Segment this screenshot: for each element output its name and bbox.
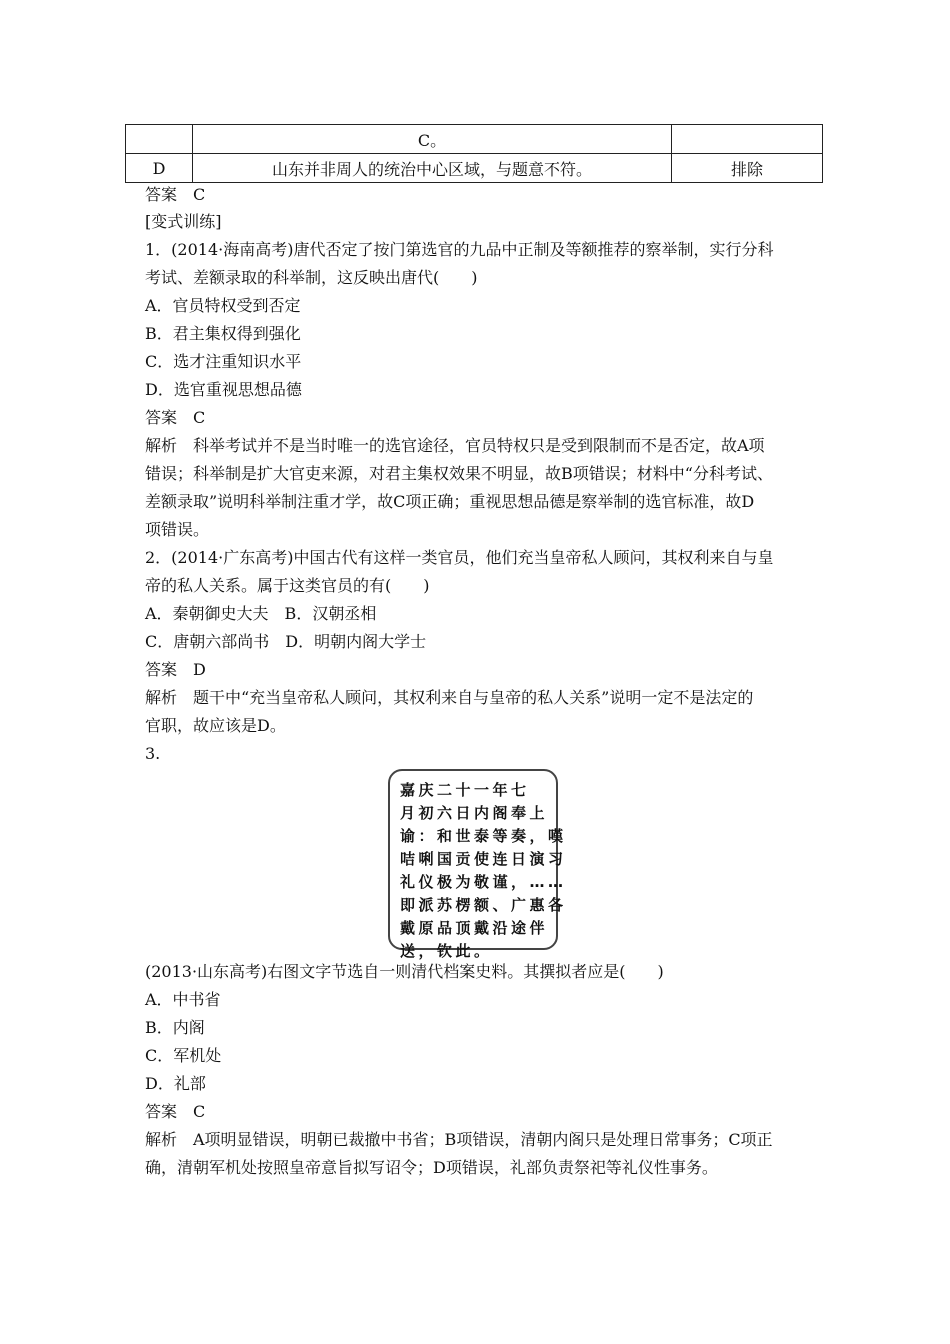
- text-line: A．秦朝御史大夫 B．汉朝丞相: [145, 604, 377, 623]
- text-line: C．选才注重知识水平: [145, 352, 302, 371]
- text-line: 官职，故应该是D。: [145, 716, 286, 735]
- text-line: 3.: [145, 744, 161, 763]
- text-line: 答案 D: [145, 660, 206, 679]
- archive-line: 礼仪极为敬谨，……: [400, 873, 567, 891]
- text-line: C．唐朝六部尚书 D．明朝内阁大学士: [145, 632, 427, 651]
- text-line: 解析 题干中“充当皇帝私人顾问，其权利来自与皇帝的私人关系”说明一定不是法定的: [145, 688, 754, 707]
- archive-line: 谕：和世泰等奏，嘆: [400, 827, 567, 845]
- text-line: 项错误。: [145, 520, 210, 539]
- text-line: 答案 C: [145, 408, 206, 427]
- text-line: (2013·山东高考)右图文字节选自一则清代档案史料。其撰拟者应是( ): [145, 962, 664, 981]
- text-line: A．中书省: [145, 990, 221, 1009]
- archive-line: 送，钦此。: [400, 942, 493, 960]
- text-line: B．君主集权得到强化: [145, 324, 301, 343]
- archive-line: 咭唎国贡使连日演习: [400, 850, 567, 868]
- archive-document-image: [388, 769, 567, 960]
- archive-line: 即派苏楞额、广惠各: [400, 896, 567, 914]
- text-line: C．军机处: [145, 1046, 222, 1065]
- text-line: [变式训练]: [145, 212, 222, 231]
- analysis-table: [125, 124, 823, 183]
- archive-line: 嘉庆二十一年七: [400, 781, 530, 799]
- text-line: A．官员特权受到否定: [145, 296, 301, 315]
- table-cell-result: [672, 125, 823, 154]
- table-row: [126, 154, 823, 183]
- text-line: 解析 A项明显错误，明朝已裁撤中书省；B项错误，清朝内阁只是处理日常事务；C项正: [145, 1130, 773, 1149]
- text-line: 答案 C: [145, 185, 206, 204]
- text-line: 考试、差额录取的科举制，这反映出唐代( ): [145, 268, 478, 287]
- archive-line: 月初六日内阁奉上: [400, 804, 549, 822]
- text-line: 差额录取”说明科举制注重才学，故C项正确；重视思想品德是察举制的选官标准，故D: [145, 492, 755, 511]
- table-cell-option: D: [126, 154, 193, 183]
- text-line: 帝的私人关系。属于这类官员的有( ): [145, 576, 430, 595]
- text-line: D．选官重视思想品德: [145, 380, 302, 399]
- text-line: 错误；科举制是扩大官吏来源，对君主集权效果不明显，故B项错误；材料中“分科考试、: [145, 464, 773, 483]
- table-cell-option: [126, 125, 193, 154]
- text-line: 答案 C: [145, 1102, 206, 1121]
- text-line: D．礼部: [145, 1074, 206, 1093]
- archive-line: 戴原品顶戴沿途伴: [400, 919, 549, 937]
- table-cell-result: 排除: [672, 154, 823, 183]
- table-row: [126, 125, 823, 154]
- text-line: 解析 科举考试并不是当时唯一的选官途径，官员特权只是受到限制而不是否定，故A项: [145, 436, 765, 455]
- text-line: 1．(2014·海南高考)唐代否定了按门第选官的九品中正制及等额推荐的察举制，实行分科: [145, 240, 774, 259]
- text-line: 2．(2014·广东高考)中国古代有这样一类官员，他们充当皇帝私人顾问，其权利来自与皇: [145, 548, 774, 567]
- text-line: B．内阁: [145, 1018, 205, 1037]
- table-cell-text: 山东并非周人的统治中心区域，与题意不符。: [193, 154, 672, 183]
- text-line: 确，清朝军机处按照皇帝意旨拟写诏令；D项错误，礼部负责祭祀等礼仪性事务。: [145, 1158, 718, 1177]
- table-cell-text: C。: [193, 125, 672, 154]
